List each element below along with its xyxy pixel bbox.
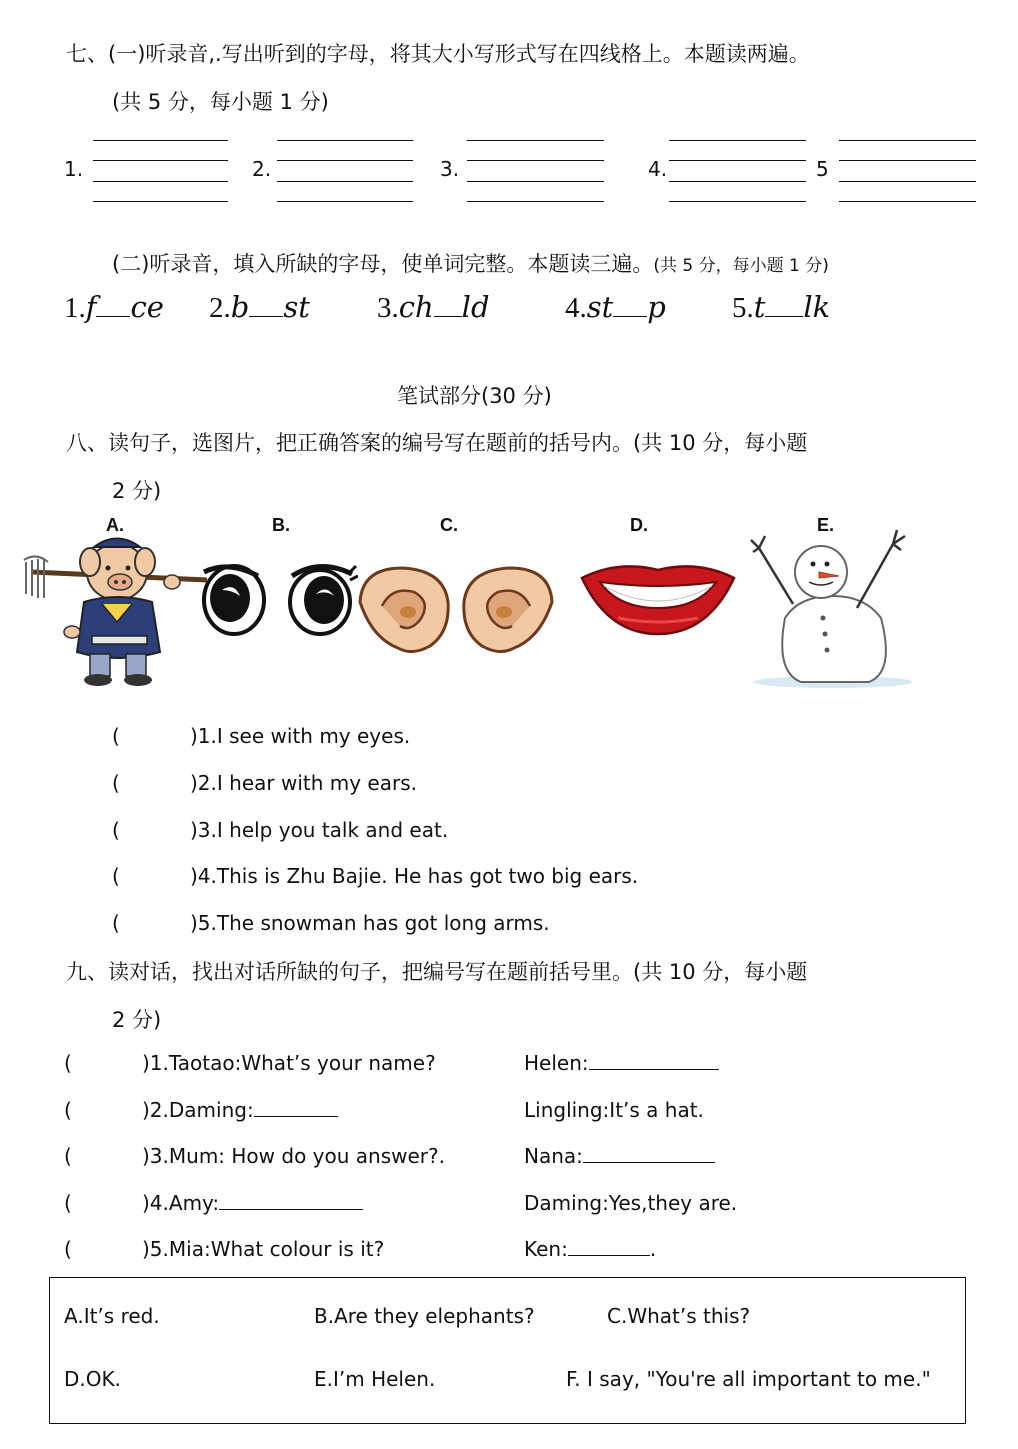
q9-right-2: Lingling:It’s a hat. [524,1098,704,1122]
word-fill-line[interactable] [765,298,803,317]
option-a: A.It’s red. [64,1304,160,1328]
section7-score: (共 5 分，每小题 1 分) [112,90,329,114]
q9-paren-5[interactable]: ( [64,1237,72,1261]
word-number: 2. [209,292,231,324]
word-number: 1. [64,292,86,324]
q8-text-4: )4.This is Zhu Bajie. He has got two big ears. [190,864,639,888]
word-prefix: b [230,290,250,324]
q9-right-tail: . [649,1237,657,1261]
option-c: C.What’s this? [607,1304,751,1328]
picture-label-c: C. [440,515,458,535]
section7-part2-title: (二)听录音，填入所缺的字母，使单词完整。本题读三遍。 [112,252,654,276]
section7-part2-score: (共 5 分，每小题 1 分) [653,256,829,276]
q8-paren-5[interactable]: ( [112,911,120,935]
q9-right-4: Daming:Yes,they are. [524,1191,738,1215]
q9-right-text: Nana: [524,1144,583,1168]
q9-paren-3[interactable]: ( [64,1144,72,1168]
q9-paren-2[interactable]: ( [64,1098,72,1122]
written-part-title: 笔试部分(30 分) [397,384,552,408]
picture-label-e: E. [817,515,835,535]
word-fill-line[interactable] [613,298,647,317]
snowman-picture [745,522,920,690]
option-b: B.Are they elephants? [314,1304,535,1328]
mouth-picture [578,556,738,636]
q9-paren-4[interactable]: ( [64,1191,72,1215]
q9-left-4 [142,1191,363,1215]
q9-paren-1[interactable]: ( [64,1051,72,1075]
ears-picture [352,562,560,658]
q9-left-text: )4.Amy: [142,1191,220,1215]
word-suffix: ld [461,290,490,324]
q9-right-text: Ken: [524,1237,568,1261]
word-prefix: f [85,290,97,324]
word-suffix: lk [803,290,831,324]
word-prefix: t [753,290,766,324]
answer-blank[interactable] [219,1191,363,1210]
section9-title-cont: 2 分) [112,1008,162,1032]
word-fill-line[interactable] [434,298,462,317]
q9-left-2 [142,1098,338,1122]
q8-text-2: )2.I hear with my ears. [190,771,417,795]
grid-number-1: 1. [64,157,84,181]
word-blank-3[interactable] [377,290,490,325]
q9-right-3 [524,1144,715,1168]
word-suffix: st [283,290,310,324]
q8-text-3: )3.I help you talk and eat. [190,818,449,842]
answer-blank[interactable] [589,1051,719,1070]
option-d: D.OK. [64,1367,121,1391]
q9-right-5 [524,1237,656,1261]
q8-paren-4[interactable]: ( [112,864,120,888]
q9-left-text: )2.Daming: [142,1098,254,1122]
q9-right-text: Helen: [524,1051,589,1075]
q8-paren-1[interactable]: ( [112,724,120,748]
q9-right-1 [524,1051,719,1075]
word-fill-line[interactable] [249,298,283,317]
q9-left-1: )1.Taotao:What’s your name? [142,1051,436,1075]
grid-number-3: 3. [440,157,460,181]
q9-left-3: )3.Mum: How do you answer?. [142,1144,445,1168]
section8-title: 八、读句子，选图片，把正确答案的编号写在题前的括号内。(共 10 分，每小题 [66,431,808,455]
word-blank-1[interactable] [64,290,164,325]
q8-paren-3[interactable]: ( [112,818,120,842]
section8-title-cont: 2 分) [112,479,162,503]
answer-blank[interactable] [568,1237,650,1256]
q9-left-5: )5.Mia:What colour is it? [142,1237,385,1261]
section7-part2-heading [112,248,829,278]
grid-number-4: 4. [648,157,668,181]
option-e: E.I’m Helen. [314,1367,436,1391]
answer-blank[interactable] [254,1098,338,1117]
eyes-picture [198,560,358,638]
word-number: 4. [565,292,587,324]
word-blank-5[interactable] [732,290,830,325]
word-blank-4[interactable] [565,290,666,325]
grid-number-2: 2. [252,157,272,181]
word-suffix: p [647,290,666,324]
picture-label-d: D. [630,515,648,535]
option-f: F. I say, "You're all important to me." [566,1367,931,1391]
word-prefix: ch [398,290,434,324]
word-suffix: ce [130,290,164,324]
word-fill-line[interactable] [96,298,130,317]
zhu-bajie-picture [22,532,217,692]
section9-title: 九、读对话，找出对话所缺的句子，把编号写在题前括号里。(共 10 分，每小题 [66,960,808,984]
word-blank-2[interactable] [209,290,310,325]
answer-blank[interactable] [583,1144,715,1163]
q8-text-1: )1.I see with my eyes. [190,724,411,748]
q8-paren-2[interactable]: ( [112,771,120,795]
options-box [49,1277,966,1424]
picture-label-b: B. [272,515,290,535]
word-prefix: st [586,290,614,324]
picture-label-a: A. [106,515,124,535]
word-number: 5. [732,292,754,324]
section7-title: 七、(一)听录音,.写出听到的字母，将其大小写形式写在四线格上。本题读两遍。 [66,42,810,66]
q8-text-5: )5.The snowman has got long arms. [190,911,550,935]
grid-number-5: 5 [816,157,829,181]
word-number: 3. [377,292,399,324]
